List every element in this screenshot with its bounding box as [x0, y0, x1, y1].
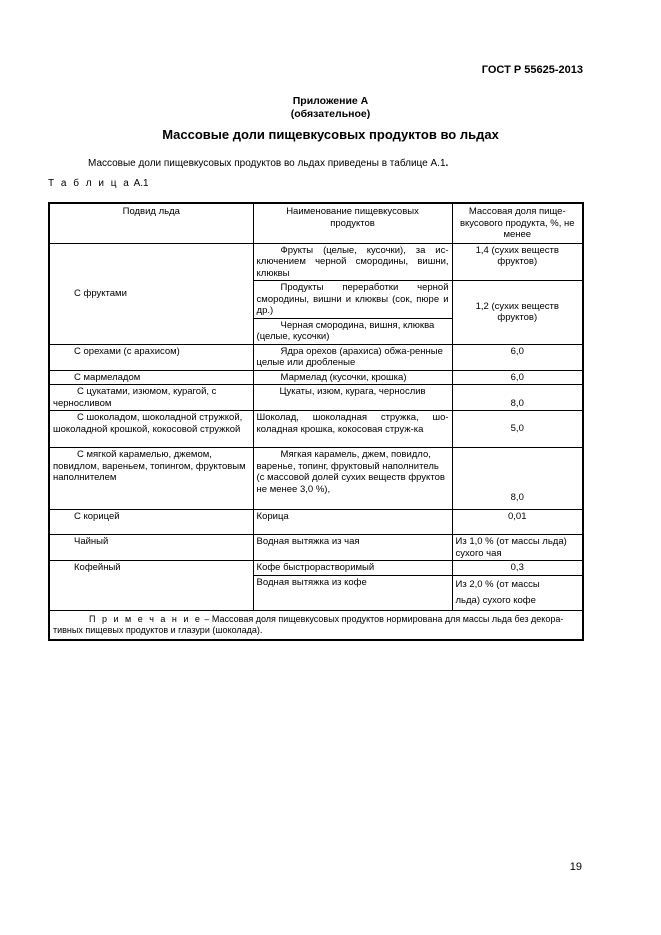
- annex-heading: [0, 95, 661, 121]
- annex-status: (обязательное): [290, 108, 371, 120]
- cell-subtype-tea: Чайный: [49, 535, 253, 561]
- table-row: [49, 510, 583, 535]
- table-header-row: [49, 203, 583, 243]
- cell-product-marmalade: Мармелад (кусочки, крошка): [253, 370, 452, 385]
- cell-subtype-coffee: Кофейный: [49, 561, 253, 611]
- cell-subtype-caramel: С мягкой карамелью, джемом, повидлом, вареньем, топингом, фруктовым наполнителем: [49, 448, 253, 510]
- cell-value-marmalade: 6,0: [452, 370, 583, 385]
- note-text: – Массовая доля пищевкусовых продуктов нормирована для массы льда без декора-тивных пищевых продуктов и глазури (шоколада).: [53, 613, 564, 635]
- cell-subtype-nuts: С орехами (с арахисом): [49, 344, 253, 370]
- intro-text: Массовые доли пищевкусовых продуктов во льдах приведены в таблице А.1: [88, 158, 446, 169]
- cell-value-coffee-extract-line1: Из 2,0 % (от массы: [455, 578, 540, 590]
- cell-subtype-candied: С цукатами, изюмом, курагой, с черносливом: [49, 385, 253, 411]
- cell-value-caramel: 8,0: [452, 448, 583, 510]
- cell-product-instant-coffee: Кофе быстрорастворимый: [253, 561, 452, 576]
- cell-value-nuts: 6,0: [452, 344, 583, 370]
- header-subtype: Подвид льда: [49, 203, 253, 243]
- table-row: [49, 370, 583, 385]
- cell-product-nuts: Ядра орехов (арахиса) обжа-ренные целые или дробленые: [253, 344, 452, 370]
- page-number: 19: [569, 861, 582, 873]
- cell-value-fruit-processing: 1,2 (сухих веществ фруктов): [452, 281, 583, 345]
- cell-product-candied: Цукаты, изюм, курага, чернослив: [253, 385, 452, 411]
- table-row: [49, 561, 583, 576]
- cell-value-coffee-extract-line2: льда) сухого кофе: [455, 594, 536, 606]
- table-row: [49, 385, 583, 411]
- table-note-row: [49, 610, 583, 640]
- cell-value-candied: 8,0: [452, 385, 583, 411]
- cell-value-tea: Из 1,0 % (от массы льда) сухого чая: [452, 535, 583, 561]
- cell-value-chocolate: 5,0: [452, 411, 583, 448]
- note-label: П р и м е ч а н и е: [89, 613, 202, 624]
- cell-value-fruits: 1,4 (сухих веществ фруктов): [452, 243, 583, 281]
- table-row: [49, 535, 583, 561]
- cell-subtype-chocolate: С шоколадом, шоколадной стружкой, шоколадной крошкой, кокосовой стружкой: [49, 411, 253, 448]
- cell-subtype-marmalade: С мармеладом: [49, 370, 253, 385]
- table-note: [49, 610, 583, 640]
- table-row: [49, 411, 583, 448]
- intro-period: .: [445, 158, 449, 169]
- intro-paragraph: [88, 158, 448, 169]
- cell-subtype-cinnamon: С корицей: [49, 510, 253, 535]
- cell-value-coffee-extract: [452, 575, 583, 610]
- table-row: [49, 243, 583, 281]
- table-row: [49, 448, 583, 510]
- mass-fraction-table: [48, 202, 584, 641]
- cell-product-fruit-processing: Продукты переработки черной смородины, вишни и клюквы (сок, пюре и др.): [253, 281, 452, 319]
- table-caption-prefix: Т а б л и ц а: [48, 178, 131, 189]
- standard-number: ГОСТ Р 55625-2013: [481, 64, 583, 76]
- cell-subtype-fruits: С фруктами: [49, 243, 253, 344]
- table-row: [49, 344, 583, 370]
- header-product: Наименование пищевкусовых продуктов: [253, 203, 452, 243]
- cell-product-caramel: Мягкая карамель, джем, повидло, варенье, топинг, фруктовый наполнитель (с массовой долей сухих веществ фруктов не менее 3,0 %),: [253, 448, 452, 510]
- cell-value-cinnamon: 0,01: [452, 510, 583, 535]
- cell-product-cinnamon: Корица: [253, 510, 452, 535]
- cell-product-chocolate: Шоколад, шоколадная стружка, шо-коладная крошка, кокосовая струж-ка: [253, 411, 452, 448]
- cell-product-blackcurrant: Черная смородина, вишня, клюква (целые, кусочки): [253, 318, 452, 344]
- table-caption-number: А.1: [133, 178, 149, 189]
- cell-value-instant-coffee: 0,3: [452, 561, 583, 576]
- cell-product-tea: Водная вытяжка из чая: [253, 535, 452, 561]
- table-caption: [48, 178, 149, 189]
- annex-title: Приложение А: [292, 95, 369, 107]
- cell-product-coffee-extract: Водная вытяжка из кофе: [253, 575, 452, 610]
- cell-product-fruits: Фрукты (целые, кусочки), за ис-ключением черной смородины, вишни, клюквы: [253, 243, 452, 281]
- page-title: Массовые доли пищевкусовых продуктов во льдах: [162, 127, 499, 142]
- header-mass-fraction: Массовая доля пище-вкусового продукта, %, не менее: [452, 203, 583, 243]
